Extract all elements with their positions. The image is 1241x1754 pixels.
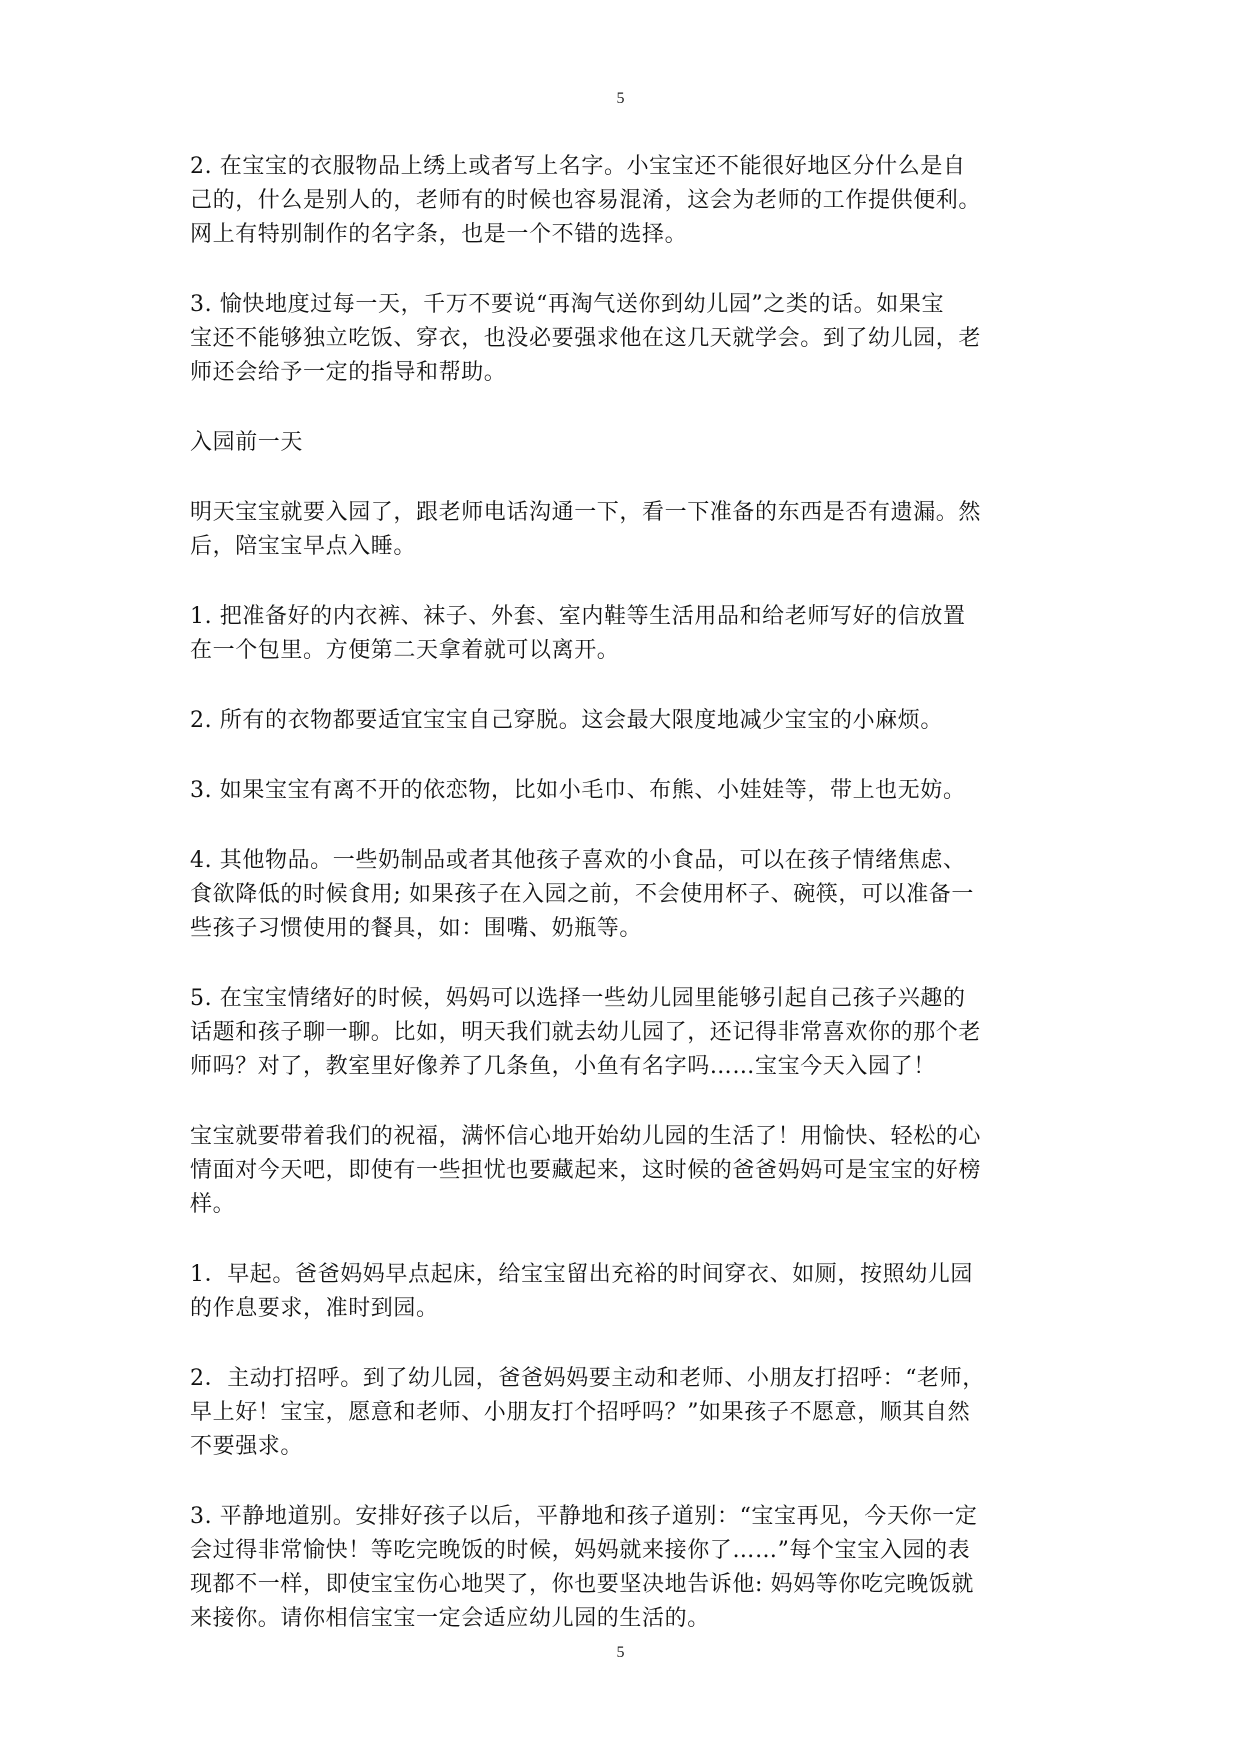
paragraph bbox=[190, 844, 1070, 946]
text-line: 2．主动打招呼。到了幼儿园，爸爸妈妈要主动和老师、小朋友打招呼：“老师， bbox=[190, 1366, 985, 1391]
text-line: 会过得非常愉快！等吃完晚饭的时候，妈妈就来接你了……”每个宝宝入园的表 bbox=[190, 1538, 971, 1563]
text-line: 宝宝就要带着我们的祝福，满怀信心地开始幼儿园的生活了！用愉快、轻松的心 bbox=[190, 1124, 982, 1149]
text-line: 网上有特别制作的名字条，也是一个不错的选择。 bbox=[190, 222, 688, 247]
text-line: 话题和孩子聊一聊。比如，明天我们就去幼儿园了，还记得非常喜欢你的那个老 bbox=[190, 1020, 982, 1045]
text-line: 情面对今天吧，即使有一些担忧也要藏起来，这时候的爸爸妈妈可是宝宝的好榜 bbox=[190, 1158, 982, 1183]
paragraph bbox=[190, 150, 1070, 252]
page-number-top: 5 bbox=[616, 90, 625, 107]
text-line: 的作息要求，准时到园。 bbox=[190, 1296, 439, 1321]
paragraph bbox=[190, 982, 1070, 1084]
text-line: 不要强求。 bbox=[190, 1434, 304, 1459]
text-line: 现都不一样，即使宝宝伤心地哭了，你也要坚决地告诉他: 妈妈等你吃完晚饭就 bbox=[190, 1572, 975, 1597]
paragraph bbox=[190, 704, 1070, 738]
text-line: 1. 把准备好的内衣裤、袜子、外套、室内鞋等生活用品和给老师写好的信放置 bbox=[190, 604, 966, 629]
text-line: 3. 平静地道别。安排好孩子以后，平静地和孩子道别：“宝宝再见，今天你一定 bbox=[190, 1504, 978, 1529]
text-line: 入园前一天 bbox=[190, 430, 304, 455]
paragraph bbox=[190, 774, 1070, 808]
text-line: 1．早起。爸爸妈妈早点起床，给宝宝留出充裕的时间穿衣、如厕，按照幼儿园 bbox=[190, 1262, 973, 1287]
paragraph bbox=[190, 1258, 1070, 1326]
text-line: 些孩子习惯使用的餐具，如：围嘴、奶瓶等。 bbox=[190, 916, 643, 941]
text-line: 2. 所有的衣物都要适宜宝宝自己穿脱。这会最大限度地减少宝宝的小麻烦。 bbox=[190, 708, 943, 733]
text-line: 师吗？对了，教室里好像养了几条鱼，小鱼有名字吗……宝宝今天入园了！ bbox=[190, 1054, 936, 1079]
paragraph bbox=[190, 1362, 1070, 1464]
paragraph bbox=[190, 288, 1070, 390]
text-line: 3. 如果宝宝有离不开的依恋物，比如小毛巾、布熊、小娃娃等，带上也无妨。 bbox=[190, 778, 966, 803]
paragraph bbox=[190, 1120, 1070, 1222]
text-line: 明天宝宝就要入园了，跟老师电话沟通一下，看一下准备的东西是否有遗漏。然 bbox=[190, 500, 982, 525]
paragraph bbox=[190, 600, 1070, 668]
text-line: 宝还不能够独立吃饭、穿衣，也没必要强求他在这几天就学会。到了幼儿园，老 bbox=[190, 326, 982, 351]
text-line: 后，陪宝宝早点入睡。 bbox=[190, 534, 417, 559]
paragraph bbox=[190, 496, 1070, 564]
text-line: 3. 愉快地度过每一天，千万不要说“再淘气送你到幼儿园”之类的话。如果宝 bbox=[190, 292, 945, 317]
text-line: 食欲降低的时候食用; 如果孩子在入园之前，不会使用杯子、碗筷，可以准备一 bbox=[190, 882, 975, 907]
page-number-bottom: 5 bbox=[616, 1644, 625, 1661]
text-line: 2. 在宝宝的衣服物品上绣上或者写上名字。小宝宝还不能很好地区分什么是自 bbox=[190, 154, 966, 179]
document-body bbox=[190, 150, 1070, 1672]
text-line: 样。 bbox=[190, 1192, 236, 1217]
text-line: 早上好！宝宝，愿意和老师、小朋友打个招呼吗？”如果孩子不愿意，顺其自然 bbox=[190, 1400, 971, 1425]
text-line: 5. 在宝宝情绪好的时候，妈妈可以选择一些幼儿园里能够引起自己孩子兴趣的 bbox=[190, 986, 966, 1011]
text-line: 来接你。请你相信宝宝一定会适应幼儿园的生活的。 bbox=[190, 1606, 710, 1631]
paragraph bbox=[190, 1500, 1070, 1636]
text-line: 师还会给予一定的指导和帮助。 bbox=[190, 360, 507, 385]
text-line: 4. 其他物品。一些奶制品或者其他孩子喜欢的小食品，可以在孩子情绪焦虑、 bbox=[190, 848, 966, 873]
text-line: 己的，什么是别人的，老师有的时候也容易混淆，这会为老师的工作提供便利。 bbox=[190, 188, 982, 213]
text-line: 在一个包里。方便第二天拿着就可以离开。 bbox=[190, 638, 620, 663]
section-heading bbox=[190, 426, 1070, 460]
